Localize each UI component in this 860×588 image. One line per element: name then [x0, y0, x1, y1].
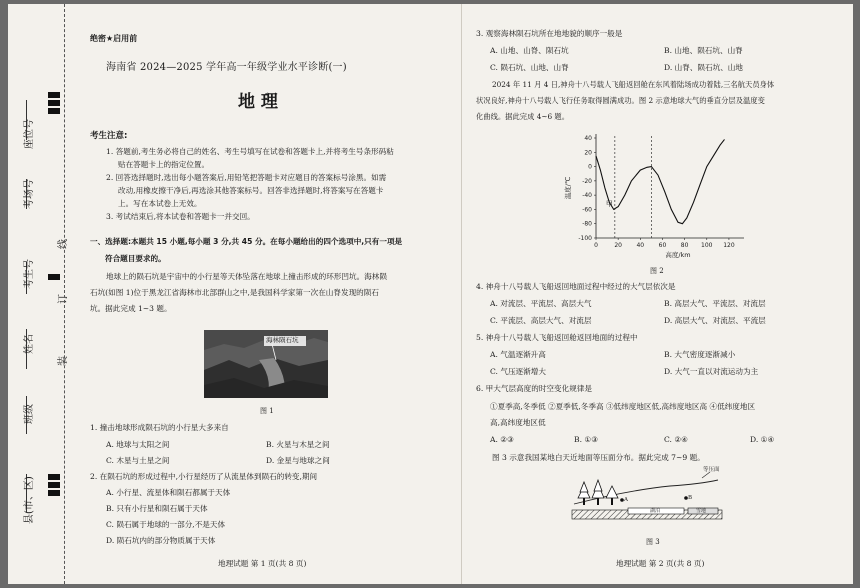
layer-jia-label: 甲 — [605, 199, 613, 208]
page-fold — [461, 4, 462, 584]
question-4: 4. 神舟十八号载人飞船返回地面过程中经过的大气层依次是 — [476, 282, 676, 291]
figure-3-caption: 图 3 — [646, 538, 660, 546]
passage-line: 状况良好,神舟十八号载人飞行任务取得圆满成功。图 2 示意地球大气的垂直分层及温度变 — [476, 96, 765, 105]
isobar-label: 等压面 — [703, 467, 720, 473]
binding-mark — [48, 92, 60, 98]
binding-mark — [48, 108, 60, 114]
q3-option-b[interactable]: B. 山地、陨石坑、山脊 — [664, 46, 743, 55]
binding-strip — [8, 4, 69, 584]
question-2: 2. 在陨石坑的形成过程中,小行星经历了从流星体到陨石的转变,期间 — [90, 472, 318, 481]
q4-option-b[interactable]: B. 高层大气、平流层、对流层 — [664, 299, 766, 308]
y-axis-label: 温度/℃ — [564, 176, 572, 200]
q2-option-d[interactable]: D. 陨石坑内的部分物质属于天体 — [106, 536, 216, 545]
point-a-label: A — [624, 497, 628, 503]
q1-option-a[interactable]: A. 地球与太阳之间 — [106, 440, 170, 449]
county-label: 县(市、区) — [24, 476, 35, 524]
page-footer-1: 地理试题 第 1 页(共 8 页) — [218, 559, 307, 568]
q3-option-d[interactable]: D. 山脊、陨石坑、山地 — [664, 63, 743, 72]
y-tick-label: -80 — [582, 220, 592, 228]
q5-option-d[interactable]: D. 大气一直以对流运动为主 — [664, 367, 759, 376]
point-b-label: B — [688, 495, 693, 501]
q5-option-c[interactable]: C. 气压逐渐增大 — [490, 367, 546, 376]
x-tick-label: 60 — [658, 242, 667, 249]
figure-2-caption: 图 2 — [650, 267, 664, 275]
temperature-chart — [562, 130, 752, 264]
notice-line: 改动,用橡皮擦干净后,再选涂其他答案标号。回答非选择题时,将答案写在答题卡 — [118, 186, 384, 195]
notice-title: 考生注意: — [90, 131, 128, 141]
q2-option-c[interactable]: C. 陨石属于地球的一部分,不是天体 — [106, 520, 226, 529]
passage-line: 石坑(如图 1)位于黑龙江省海林市北部群山之中,是我国科学家第一次在山脊发现的陨石 — [90, 288, 379, 297]
q6-statements: ①夏季高,冬季低 ②夏季低,冬季高 ③低纬度地区低,高纬度地区高 ④低纬度地区 — [490, 402, 756, 411]
q1-option-c[interactable]: C. 木星与土星之间 — [106, 456, 170, 465]
q5-option-a[interactable]: A. 气温逐渐升高 — [490, 350, 546, 359]
x-tick-label: 120 — [723, 242, 735, 249]
q3-option-a[interactable]: A. 山地、山脊、陨石坑 — [490, 46, 569, 55]
crater-photo — [204, 330, 328, 398]
snow-land-label: 雪地 — [696, 508, 707, 514]
right-page — [466, 4, 853, 584]
passage-line: 坑。据此完成 1~3 题。 — [90, 304, 172, 313]
q6-option-b[interactable]: B. ①③ — [574, 435, 599, 444]
q3-option-c[interactable]: C. 陨石坑、山地、山脊 — [490, 63, 569, 72]
binding-mark — [48, 474, 60, 480]
y-tick-label: -40 — [582, 192, 592, 200]
q2-option-a[interactable]: A. 小行星、流星体和陨石都属于天体 — [106, 488, 231, 497]
passage-line: 2024 年 11 月 4 日,神舟十八号载人飞船返回舱在东风着陆场成功着陆,三名航天员身体 — [492, 80, 775, 89]
x-tick-label: 80 — [680, 242, 689, 249]
question-5: 5. 神舟十八号载人飞船返回舱返回地面的过程中 — [476, 333, 638, 342]
y-tick-label: 20 — [584, 149, 592, 157]
subject-title: 地 理 — [238, 92, 278, 112]
exam-sheet — [8, 4, 853, 584]
question-6: 6. 甲大气层高度的时空变化规律是 — [476, 384, 592, 393]
q6-statements-cont: 高,高纬度地区低 — [490, 418, 546, 427]
cut-line — [64, 4, 65, 584]
q5-option-b[interactable]: B. 大气密度逐渐减小 — [664, 350, 736, 359]
binding-mark — [48, 100, 60, 106]
exam-title: 海南省 2024—2025 学年高一年级学业水平诊断(一) — [106, 62, 347, 73]
notice-line: 3. 考试结束后,将本试卷和答题卡一并交回。 — [106, 212, 255, 221]
q6-option-a[interactable]: A. ②③ — [490, 435, 514, 444]
figure-1-caption: 图 1 — [260, 407, 274, 415]
left-page — [68, 4, 460, 584]
x-tick-label: 20 — [614, 242, 622, 249]
notice-line: 上。写在本试卷上无效。 — [118, 199, 202, 208]
student-id-label: 考生号 — [24, 259, 35, 289]
q4-option-d[interactable]: D. 高层大气、对流层、平流层 — [664, 316, 766, 325]
notice-line: 2. 回答选择题时,选出每小题答案后,用铅笔把答题卡对应题目的答案标号涂黑。如需 — [106, 173, 387, 182]
name-label: 姓名 — [24, 334, 35, 354]
q6-option-d[interactable]: D. ①④ — [750, 435, 775, 444]
q4-option-a[interactable]: A. 对流层、平流层、高层大气 — [490, 299, 592, 308]
q6-option-c[interactable]: C. ②④ — [664, 435, 688, 444]
lake-label: 湖泊 — [650, 508, 661, 514]
y-tick-label: -20 — [582, 177, 592, 185]
confidential-mark: 绝密★启用前 — [90, 34, 138, 43]
passage-fig3: 图 3 示意我国某地白天近地面等压面分布。据此完成 7~9 题。 — [492, 453, 705, 462]
binding-mark — [48, 482, 60, 488]
question-3: 3. 观察海林陨石坑所在地地貌的顺序一般是 — [476, 29, 623, 38]
x-tick-label: 0 — [594, 242, 598, 249]
isobar-diagram — [570, 466, 730, 534]
notice-line: 1. 答题前,考生务必将自己的姓名、考生号填写在试卷和答题卡上,并将考生号条形码粘 — [106, 147, 394, 156]
crater-label: 海林陨石坑 — [266, 336, 299, 344]
x-tick-label: 40 — [636, 242, 645, 249]
passage-line: 化曲线。据此完成 4~6 题。 — [476, 112, 570, 121]
section-header-cont: 符合题目要求的。 — [105, 254, 166, 263]
y-tick-label: -100 — [578, 235, 592, 242]
page-footer-2: 地理试题 第 2 页(共 8 页) — [616, 559, 705, 568]
q1-option-d[interactable]: D. 金星与地球之间 — [266, 456, 330, 465]
binding-mark-bind: 装 — [58, 356, 69, 366]
binding-mark-staple: 订 — [58, 294, 69, 304]
passage-line: 地球上的陨石坑是宇宙中的小行星等天体坠落在地球上撞击形成的环形凹坑。海林陨 — [106, 272, 387, 281]
section-header: 一、选择题:本题共 15 小题,每小题 3 分,共 45 分。在每小题给出的四个选项中,只有一项是 — [90, 237, 403, 246]
question-1: 1. 撞击地球形成陨石坑的小行星大多来自 — [90, 423, 229, 432]
x-tick-label: 100 — [701, 242, 713, 249]
binding-mark — [48, 490, 60, 496]
y-tick-label: -60 — [582, 206, 592, 214]
y-tick-label: 40 — [584, 135, 592, 142]
binding-mark — [48, 274, 60, 280]
exam-room-label: 考场号 — [24, 179, 35, 209]
temperature-curve — [596, 139, 725, 223]
notice-line: 贴在答题卡上的指定位置。 — [118, 160, 210, 169]
q2-option-b[interactable]: B. 只有小行星和陨石属于天体 — [106, 504, 208, 513]
seat-number-label: 座位号 — [24, 119, 35, 149]
y-tick-label: 0 — [588, 163, 592, 171]
q1-option-b[interactable]: B. 火星与木星之间 — [266, 440, 330, 449]
binding-mark-line: 线 — [58, 239, 69, 249]
x-axis-label: 高度/km — [665, 251, 691, 259]
q4-option-c[interactable]: C. 平流层、高层大气、对流层 — [490, 316, 592, 325]
class-label: 班级 — [24, 404, 35, 424]
